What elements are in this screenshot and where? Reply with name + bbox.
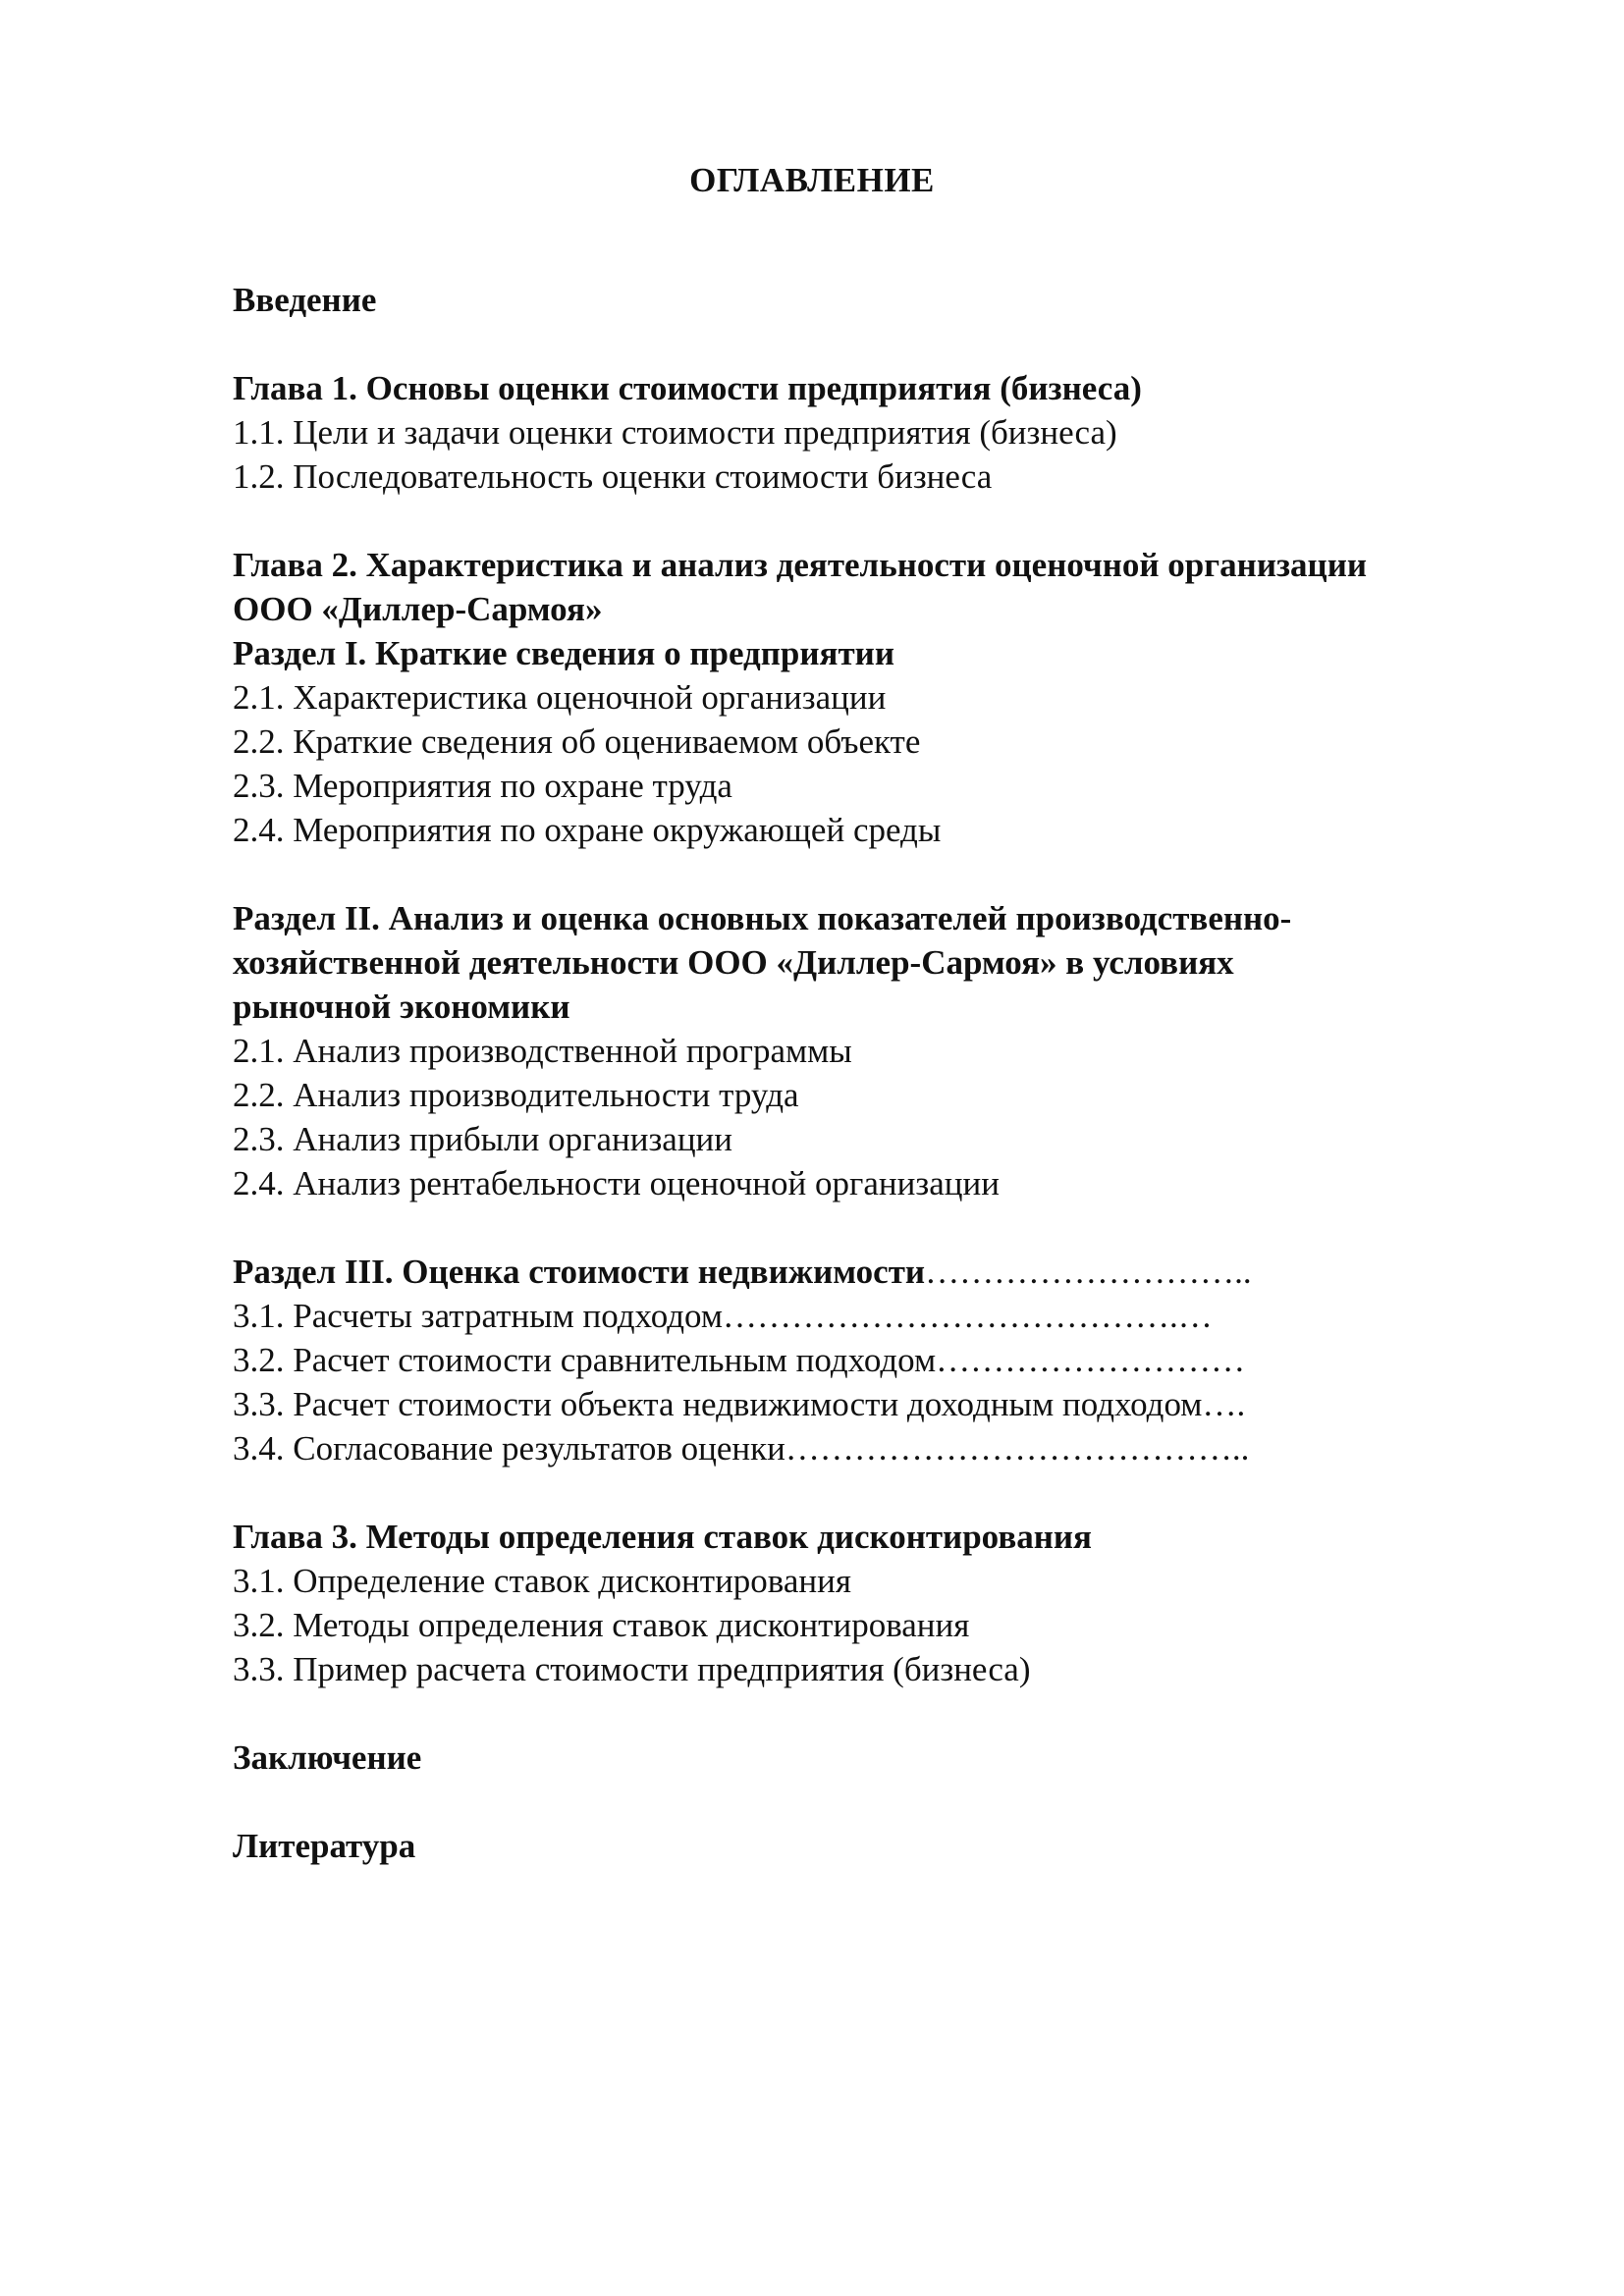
toc-literature: Литература [233,1827,416,1865]
toc-section-3-heading-row [233,1250,1539,1294]
toc-intro: Введение [233,281,377,319]
toc-item: 2.1. Анализ производственной программы [233,1032,852,1070]
toc-conclusion: Заключение [233,1738,422,1777]
toc-chapter-2-heading: Глава 2. Характеристика и анализ деятельности оценочной организации [233,546,1368,584]
spacer [233,1780,1539,1824]
toc-item: 3.3. Расчет стоимости объекта недвижимости доходным подходом…. [233,1385,1246,1423]
toc-section-1-heading: Раздел I. Краткие сведения о предприятии [233,634,894,672]
toc-section-3-heading: Раздел III. Оценка стоимости недвижимости [233,1253,926,1291]
table-of-contents [233,278,1539,1868]
toc-section-2-heading: Раздел II. Анализ и оценка основных показателей производственно- [233,899,1292,937]
toc-item: 2.3. Мероприятия по охране труда [233,767,732,805]
toc-item: 3.2. Методы определения ставок дисконтирования [233,1606,970,1644]
toc-item: 3.3. Пример расчета стоимости предприятия (бизнеса) [233,1650,1031,1688]
toc-chapter-1-heading: Глава 1. Основы оценки стоимости предприятия (бизнеса) [233,369,1142,407]
toc-item: 1.2. Последовательность оценки стоимости бизнеса [233,457,993,496]
toc-item: 3.1. Расчеты затратным подходом………………………………….… [233,1297,1213,1335]
toc-chapter-2-heading-cont: ООО «Диллер-Сармоя» [233,590,603,628]
spacer [233,852,1539,896]
toc-section-2-heading-cont: хозяйственной деятельности ООО «Диллер-Сармоя» в условиях [233,943,1234,982]
toc-item: 3.1. Определение ставок дисконтирования [233,1562,851,1600]
toc-item: 3.2. Расчет стоимости сравнительным подходом……………………… [233,1341,1246,1379]
toc-chapter-3-heading: Глава 3. Методы определения ставок дисконтирования [233,1518,1092,1556]
toc-item: 2.4. Анализ рентабельности оценочной организации [233,1164,1000,1202]
spacer [233,322,1539,366]
spacer [233,1205,1539,1250]
toc-item: 2.3. Анализ прибыли организации [233,1120,733,1158]
toc-item: 2.2. Анализ производительности труда [233,1076,799,1114]
toc-item: 1.1. Цели и задачи оценки стоимости предприятия (бизнеса) [233,413,1117,452]
spacer [233,1691,1539,1735]
toc-item: 2.2. Краткие сведения об оцениваемом объекте [233,722,921,761]
spacer [233,1470,1539,1515]
toc-item: 3.4. Согласование результатов оценки………………………………….. [233,1429,1250,1468]
page-title: ОГЛАВЛЕНИЕ [689,161,935,199]
toc-section-2-heading-cont: рыночной экономики [233,988,570,1026]
toc-item: 2.1. Характеристика оценочной организации [233,678,887,717]
spacer [233,499,1539,543]
toc-item: 2.4. Мероприятия по охране окружающей среды [233,811,942,849]
dot-leader: ……………………….. [925,1253,1252,1291]
